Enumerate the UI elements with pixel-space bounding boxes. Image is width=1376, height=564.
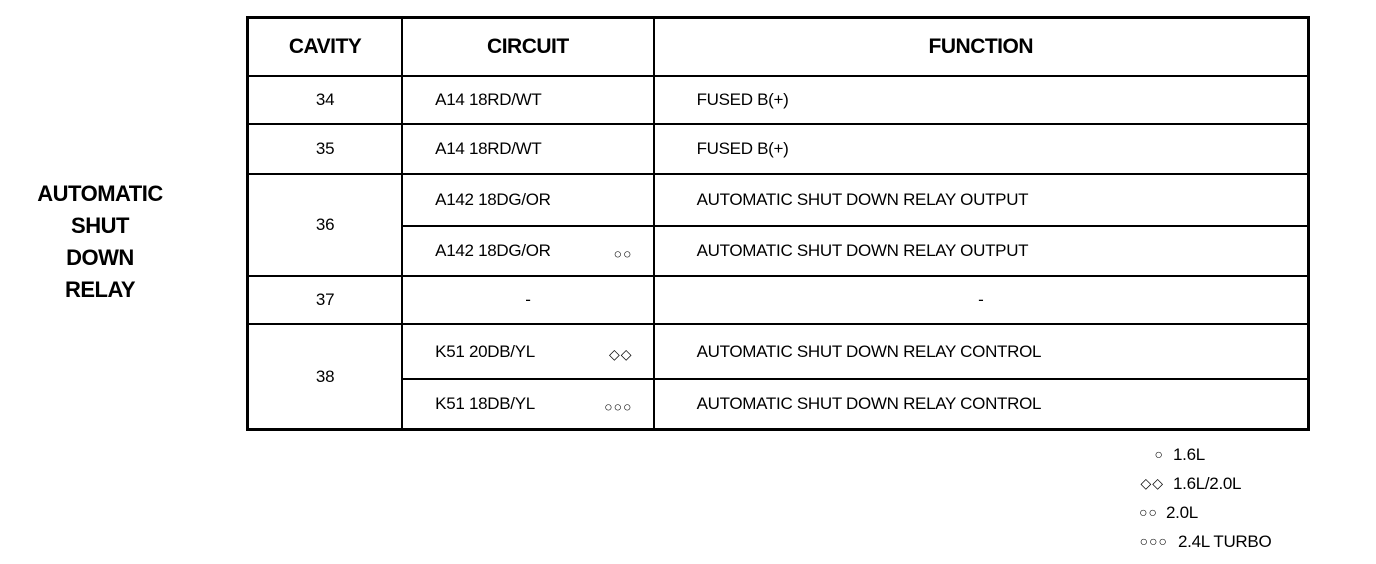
cavity-cell: 36 <box>248 174 403 276</box>
circuit-cell <box>402 379 653 430</box>
circuit-code: K51 18DB/YL <box>435 394 535 413</box>
circuit-cell <box>402 324 653 379</box>
engine-symbol: ○○○ <box>604 398 633 415</box>
table-row <box>248 324 1309 379</box>
connector-title-line: RELAY <box>64 277 136 302</box>
function-cell: AUTOMATIC SHUT DOWN RELAY OUTPUT <box>654 226 1309 276</box>
connector-title-line: DOWN <box>66 245 134 270</box>
circuit-cell <box>402 226 653 276</box>
function-cell: - <box>654 276 1309 324</box>
legend-symbol: ○○○ <box>1139 533 1168 549</box>
legend-item <box>1120 440 1320 469</box>
header-row <box>248 18 1309 77</box>
legend-item <box>1120 469 1320 498</box>
circuit-cell: A142 18DG/OR <box>402 174 653 226</box>
legend-text: 1.6L <box>1173 445 1205 464</box>
circuit-code: A142 18DG/OR <box>435 241 551 260</box>
cavity-cell: 37 <box>248 276 403 324</box>
table-row <box>248 226 1309 276</box>
legend-symbol: ○○ <box>1139 504 1158 520</box>
function-cell: FUSED B(+) <box>654 76 1309 124</box>
function-cell: AUTOMATIC SHUT DOWN RELAY OUTPUT <box>654 174 1309 226</box>
cavity-cell: 35 <box>248 124 403 174</box>
legend-text: 2.0L <box>1166 503 1198 522</box>
engine-legend <box>1120 440 1320 556</box>
table-row <box>248 276 1309 324</box>
cavity-cell: 38 <box>248 324 403 430</box>
legend-text: 1.6L/2.0L <box>1173 474 1242 493</box>
legend-symbol: ○ <box>1154 446 1164 462</box>
legend-symbol: ◇◇ <box>1140 475 1164 491</box>
circuit-cell: A14 18RD/WT <box>402 76 653 124</box>
pinout-table <box>246 16 1310 431</box>
table-row <box>248 379 1309 430</box>
function-cell: FUSED B(+) <box>654 124 1309 174</box>
circuit-cell: - <box>402 276 653 324</box>
function-cell: AUTOMATIC SHUT DOWN RELAY CONTROL <box>654 324 1309 379</box>
header-circuit: CIRCUIT <box>402 18 653 77</box>
header-function: FUNCTION <box>654 18 1309 77</box>
legend-item <box>1120 527 1320 556</box>
connector-title-line: SHUT <box>71 213 129 238</box>
header-cavity: CAVITY <box>248 18 403 77</box>
circuit-cell: A14 18RD/WT <box>402 124 653 174</box>
cavity-cell: 34 <box>248 76 403 124</box>
circuit-code: K51 20DB/YL <box>435 341 535 361</box>
connector-title <box>20 178 180 306</box>
connector-title-line: AUTOMATIC <box>37 181 163 206</box>
legend-text: 2.4L TURBO <box>1178 532 1272 551</box>
table-row <box>248 124 1309 174</box>
table-row <box>248 76 1309 124</box>
table-row <box>248 174 1309 226</box>
function-cell: AUTOMATIC SHUT DOWN RELAY CONTROL <box>654 379 1309 430</box>
engine-symbol: ◇◇ <box>609 345 633 362</box>
legend-item <box>1120 498 1320 527</box>
engine-symbol: ○○ <box>613 245 633 262</box>
